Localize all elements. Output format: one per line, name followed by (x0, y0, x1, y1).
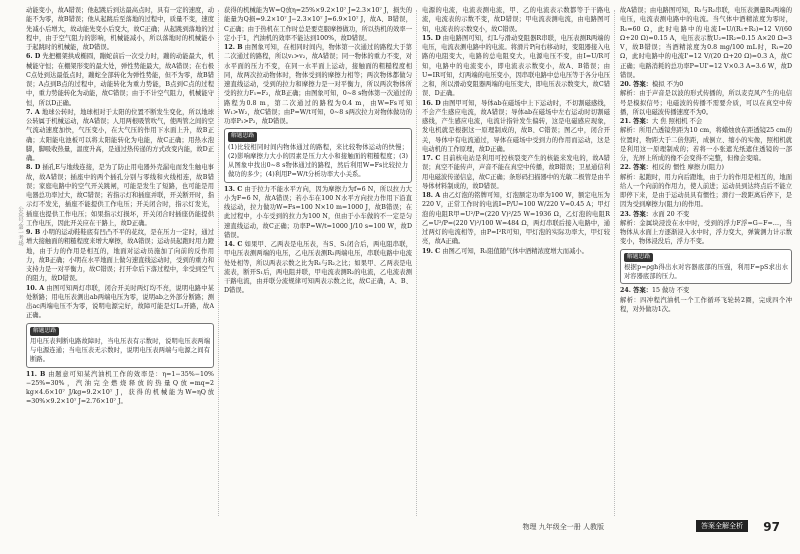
question-6: 6. D 先把棚架拱成椭圆，蹦蛇前后一次受力时，蹦的动能最大，机械能守恒；在棚架形变的最大处，弹性势能最大，故A错误；在右极C点处到达最低点时，蹦蛇全部转化为弹性势能，但不为零，故B错误；A点到B点的过程中，动能转化为重力势能，B点到C点的过程中，重力势能转化为动能，故C错误；由于不计空气阻力，机械能守恒，所以D正确。 (26, 53, 214, 107)
answer-22: 22. 答案：相反的 惯性 摩擦力(阻力) (620, 164, 724, 172)
question-16: 16. D 由图甲可知，导体ab在磁场中上下运动时，不切割磁感线，不会产生感应电流，故A错误；导体ab在磁场中左右运动时切割磁感线，产生感应电流，电流计指针发生偏转，这是电磁感应现象，发电机就是根据这一原理制成的，故B、C错误；图乙中，闭合开关，导体中有电流通过，导体在磁场中受到力的作用而运动，这是电动机的工作原理，故D正确。 (422, 99, 610, 153)
question-17: 17. C 目前核电站是利用可控核裂变产生的核能来发电的，故A错误；真空不能传声，声音不能在真空中传播，故B错误；卫星通信利用电磁波传递信息，故C正确；条形码扫描器中的光敏二极管是由半导体材料制成的，故D错误。 (422, 155, 610, 190)
page-footer (14, 518, 794, 536)
paragraph: 动能变小，故A错误；他起跳后到达最高点时，具有一定的速度，动能不为零，故B错误；他从起跳后至落地的过程中，质量不变，速度先减小后增大，故动能先变小后变大，故C正确；从起跳到落地的过程中，由于空气阻力的影响，机械能减小，所以落地时的机械能小于起跳时的机械能，故D错误。 (26, 7, 214, 51)
tip-text: 根据p=ρgh得出水对容器底部的压强，利用F=pS求出水对容器底部的压力。 (624, 263, 788, 280)
answer-24: 24. 答案：15 做功 不变 (620, 287, 690, 295)
answer-21: 21. 答案：大 焦 照相机 不会 (620, 118, 703, 125)
tip-heading: 解题思路 (228, 132, 257, 141)
tip-text: 用电压表判断电路故障时，当电压表有示数时，说明电压表两端与电源连通；当电压表无示数时，说明电压表两端与电源之间有断路。 (30, 337, 210, 364)
question-10: 10. A 由图可知两灯串联，闭合开关时两灯均不亮，说明电路中某处断路；用电压表测出ab两端电压为零，说明ab之外部分断路；测出ac两端电压不为零，说明电源完好，故障可能是灯L₁开路，故A正确。 (26, 284, 214, 320)
tip-heading: 解题思路 (30, 327, 59, 336)
column-4 (620, 6, 792, 536)
question-12: 12. B 由图象可知，在相同时间内，物体第一次通过的路程大于第二次通过的路程，所以v₁>v₂，故A错误；同一物体的重力不变，对水平面的压力不变，在同一水平面上运动，接触面的粗糙程度相同，故两次拉动物体时，物体受到的摩擦力相等；两次物体都做匀速直线运动，受到的拉力和摩擦力是一对平衡力，所以两次物体所受的拉力F₁=F₂，故B正确；由图象可知，0~8 s物体第一次通过的路程为0.8 m，第二次通过的路程为0.4 m，由W=Fs可知W₁>W₂，故C错误；由P=W/t可知，0~8 s两次拉力对物体做功的功率P₁>P₂，故D错误。 (224, 44, 412, 125)
explanation-24: 解析：四冲程汽油机一个工作循环飞轮转2圈，完成四个冲程，对外做功1次。 (620, 296, 792, 313)
column-1 (26, 6, 214, 536)
tip-text: (1)比较相同时间内物体通过的路程，来比较物体运动的快慢；(2)影响摩擦力大小的因素是压力大小和接触面的粗糙程度；(3)从图象中找出0~8 s物体通过的路程，然后利用W=Fs比较拉力做功的多少；(4)利用P=W/t分析功率大小关系。 (228, 143, 408, 179)
explanation-22: 解析：起跑时，用力向后蹬地，由于力的作用是相互的，地面给人一个向前的作用力，使人前进；运动员到达终点后不能立即停下来，是由于运动员具有惯性；滑行一段距离后停下，是因为受到摩擦力(阻力)的作用。 (620, 173, 792, 209)
paragraph: 电源的电流，电流表测电流，甲、乙的电流表示数都等于干路电流，电流表的示数不变，故D错误；甲电流表测电流，由电路图可知，电流表的示数变小，故C错误。 (422, 7, 610, 33)
question-9: 9. B 小明的运动鞋鞋底有凹凸不平的花纹，是在压力一定时，通过增大接触面的粗糙程度来增大摩擦，故A错误；运动员起跑时用力蹬地，由于力的作用是相互的，地面对运动员施加了向前的反作用力，故B正确；小明在水平地面上做匀速直线运动时，受到的重力和支持力是一对平衡力，故C错误；打开伞后下落过程中，伞受到空气的阻力，故D错误。 (26, 229, 214, 283)
question-7: 7. A 地球公转时，地球相对于太阳的位置不断发生变化，所以地球公转属于机械运动，故A错误；人用两根吸管吹气，使两管之间的空气流动速度加快，气压变小，在大气压的作用下水面上升，故B正确；太阳能电池板可以将太阳能转化为电能，故C正确；用热水泡脚，脚吸收热量，温度升高，是通过热传递的方式改变内能，故D正确。 (26, 108, 214, 162)
question-18: 18. A 由乙灯泡的铭牌可知，灯泡额定功率为100 W，额定电压为220 V，正常工作时的电流I=P/U=100 W/220 V≈0.45 A；甲灯泡的电阻R甲=U²/P=(220 V)²/25 W=1936 Ω，乙灯泡的电阻R乙=U²/P=(220 V)²/100 W=484 Ω，两灯串联后接入电路中，通过两灯的电流相等，由P=I²R可知，甲灯泡的实际功率大，甲灯较亮，故A正确。 (422, 192, 610, 246)
column-divider (416, 10, 417, 516)
tip-box (620, 249, 792, 285)
explanation-23: 解析：金属块浸没在水中时，受到的浮力F浮=G−F=…，当物体从水面上方逐渐浸入水中时，浮力变大，弹簧测力计示数变小，物体浸没后，浮力不变。 (620, 219, 792, 246)
tip-box (26, 323, 214, 368)
tip-box (224, 128, 412, 182)
page (14, 6, 794, 536)
margin-watermark: 公众号·第一考场 (17, 206, 23, 247)
question-13: 13. C 由于拉力不能水平方向，因为摩擦力为f=6 N，所以拉力大小为F=6 N，故A错误；若小车在100 N水平方向拉力作用下沿直线运动，拉力做功W=Fs=100 N×10 m=1000 J，故B错误；在此过程中，小车受到的拉力为100 N，但由于小车做的不一定是匀速直线运动，故C正确；功率P=W/t=1000 J/10 s=100 W，故D错误。 (224, 185, 412, 239)
column-divider (614, 10, 615, 516)
column-3 (422, 6, 610, 536)
question-8: 8. D 插孔E与地线连接，是为了防止用电器外壳漏电而发生触电事故，故A错误；插座中的两个插孔分别与零线和火线相连，故B错误；家庭电路中的空气开关跳闸，可能是发生了短路，也可能是用电器总功率过大，故C错误；若指示灯和插座并联，开关断开时，指示灯不发光，插座不能提供工作电压；开关闭合时，指示灯发光，插座也提供工作电压；如果指示灯损坏，开关闭合时插座仍能提供工作电压，因此开关应在干路上，故D正确。 (26, 164, 214, 227)
question-14: 14. C 如果甲、乙两表是电压表，当S、S₁闭合后，两电阻串联，甲电压表测两端的电压，乙电压表测R₂两端电压，串联电路中电流处处相等，所以两表示数之比为R₁与R₂之比；如果甲、乙两表是电流表，断开S₁后，两电阻并联，甲电流表测R₂的电流，乙电流表测干路电流，由并联分流规律可知两表示数之比，故C正确，A、B、D错误。 (224, 241, 412, 295)
answer-23: 23. 答案：水面 20 不变 (620, 210, 690, 218)
footer-brand: 物理 九年级全一册 人教版 (522, 523, 604, 531)
footer-section: 答案全解全析 (696, 520, 748, 532)
column-divider (218, 10, 219, 516)
question-19: 19. C 由图乙可知，R₁阻值随气体中酒精浓度增大而减小。 (422, 247, 588, 255)
question-15: 15. D 由电路图可知，灯L与滑动变阻器R串联，电压表测R两端的电压，电流表测电路中的电流。将滑片P向右移动时，变阻器接入电路的电阻变大，电路的总电阻变大，电源电压不变，由I=U/R可知，电路中的电流变小，即电流表示数变小，故A、B错误；由U=IR可知，灯两端的电压变小，因串联电路中总电压等于各分电压之和，所以滑动变阻器两端的电压变大，即电压表示数变大，故C错误、D正确。 (422, 34, 610, 98)
answer-20: 20. 答案：模拟 不为0 (620, 81, 684, 88)
explanation-21: 解析：所用凸透镜焦距为10 cm，将蜡烛放在距透镜25 cm的位置时，物距大于二倍焦距，成倒立、缩小的实像，照相机就是利用这一原理制成的；若将一小张遮光纸遮住透镜的一部分，光屏上所成的像不会变得不完整，但像会变暗。 (620, 127, 792, 162)
column-2 (224, 6, 412, 536)
tip-heading: 解题思路 (624, 253, 653, 262)
paragraph: 获得的机械能为W=Q放η=25%×9.2×10⁷ J=2.3×10⁷ J，损失的能量为Q损=9.2×10⁷ J−2.3×10⁷ J=6.9×10⁷ J，故A、B错误，C正确；由于热机在工作时总是要克服摩擦做功，所以热机的效率一定小于1，汽油机的效率不能达到100%，故D错误。 (224, 7, 412, 42)
question-11: 11. B 由题意可知某汽油机工作的效率是：η=1−35%−10%−25%=30%，汽油完全燃烧释放的热量Q放=mq=2 kg×4.6×10⁷ J/kg=9.2×10⁷ J，获得的机械能为W=ηQ放=30%×9.2×10⁷ J=2.76×10⁷ J。 (26, 370, 214, 406)
explanation-20: 解析：由于声音是以波的形式传播的，所以麦克风产生的电信号是模拟信号；电磁波的传播不需要介质，可以在真空中传播，所以电磁波传播速度不为0。 (620, 90, 792, 116)
page-number: 97 (763, 520, 780, 534)
paragraph: 故A错误；由电路图可知，R₁与R₂串联，电压表测量R₂两端的电压，电流表测电路中的电流。当气体中酒精浓度为零时，R₁=60 Ω，此时电路中的电流I=U/(R₁+R₂)=12 V/(60 Ω+20 Ω)=0.15 A，电压表示数U₂=IR₂=0.15 A×20 Ω=3 V，故B错误；当酒精浓度为0.8 mg/100 mL时，R₁=20 Ω，此时电路中的电流I'=12 V/(20 Ω+20 Ω)=0.3 A，故C正确；电路消耗的总功率P=UI'=12 V×0.3 A=3.6 W，故D错误。 (620, 7, 792, 79)
